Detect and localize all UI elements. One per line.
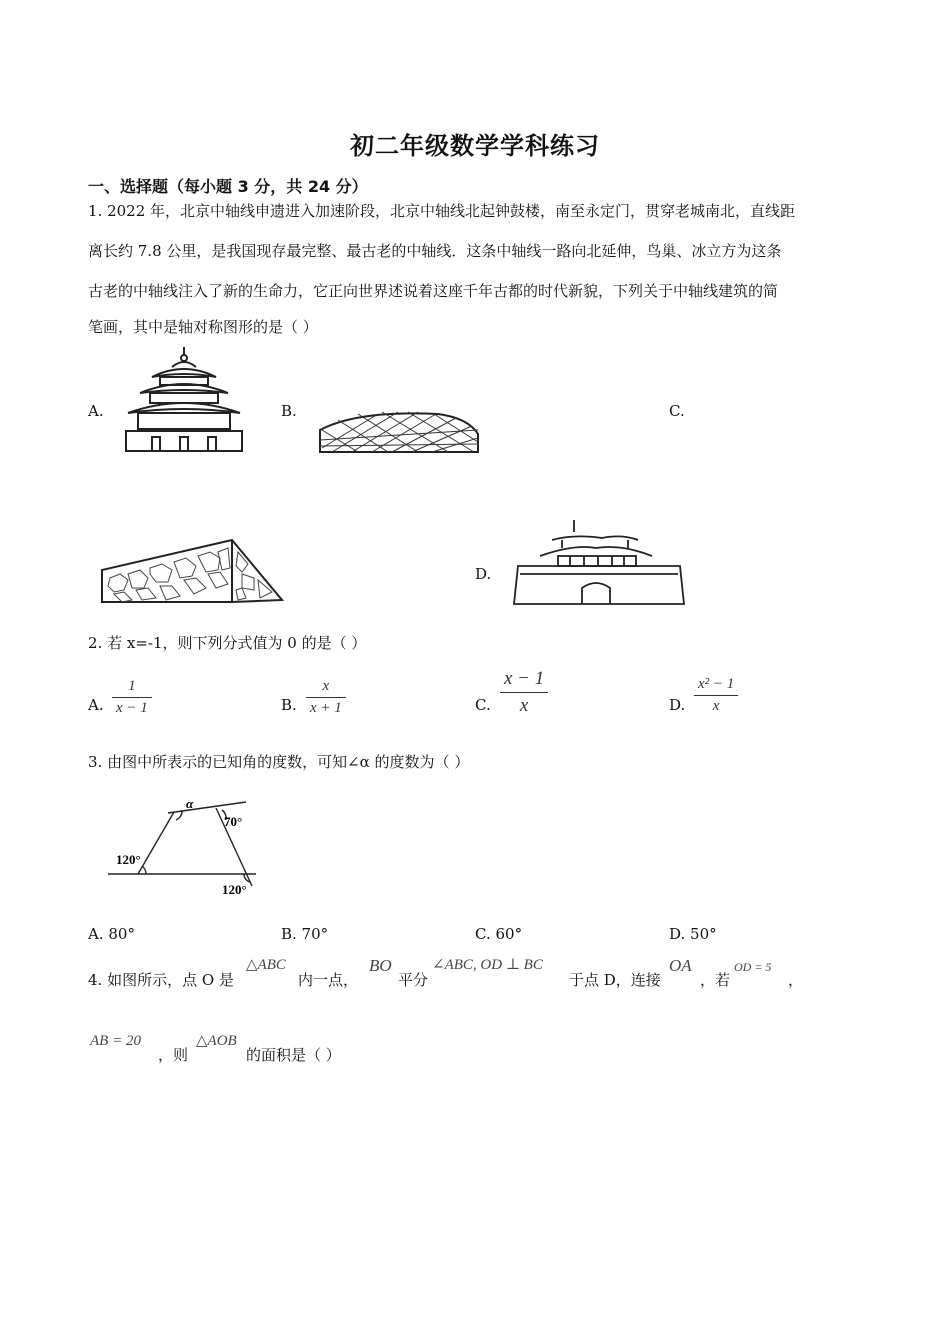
q3-option-b[interactable]: B. 70° (281, 925, 329, 943)
q4-text-5: ，若 (700, 971, 731, 989)
fraction-denominator: x + 1 (310, 700, 342, 716)
fraction-bar (500, 692, 548, 693)
q1-option-a-label[interactable]: A. (88, 402, 104, 420)
fraction-bar (694, 695, 738, 696)
fraction-numerator: x² − 1 (698, 676, 735, 692)
q4-text-6: ， (788, 971, 804, 989)
fraction-numerator: x − 1 (504, 668, 545, 689)
angle-figure (106, 790, 266, 902)
angle-120-left-label: 120° (116, 852, 141, 867)
q2-option-a-label[interactable]: A. (88, 696, 104, 714)
q1-line3: 古老的中轴线注入了新的生命力，它正向世界述说着这座千年古都的时代新貌，下列关于中轴线建筑的简 (88, 282, 779, 300)
q4-text-1: 4. 如图所示，点 O 是 (88, 971, 234, 989)
q4-text-3: 平分 (398, 971, 429, 989)
q3-option-d[interactable]: D. 50° (669, 925, 717, 943)
q2-option-b-fraction (306, 678, 346, 717)
angle-70-label: 70° (224, 814, 243, 829)
q1-line4: 笔画，其中是轴对称图形的是（ ） (88, 318, 318, 336)
q4-text-4: 于点 D，连接 (569, 971, 661, 989)
q1-option-c-label[interactable]: C. (669, 402, 685, 420)
q3-option-c[interactable]: C. 60° (475, 925, 523, 943)
birds-nest-figure (318, 408, 482, 453)
fraction-denominator: x − 1 (116, 700, 148, 716)
fraction-denominator: x (712, 698, 720, 714)
q1-option-b-label[interactable]: B. (281, 402, 297, 420)
q4-math-bisector: ∠ABC, OD ⊥ BC (432, 957, 543, 973)
q2-option-c-label[interactable]: C. (475, 696, 491, 714)
q2-option-a-fraction (112, 678, 152, 717)
q4-math-triangle-aob: △AOB (196, 1033, 237, 1049)
fraction-denominator: x (519, 695, 529, 716)
q4-math-od: OD = 5 (734, 960, 772, 974)
q1-option-d-label[interactable]: D. (475, 565, 492, 583)
q2-option-b-label[interactable]: B. (281, 696, 297, 714)
water-cube-figure (100, 538, 282, 606)
q4-text-7: ，则 (158, 1046, 189, 1064)
angle-120-right-label: 120° (222, 882, 247, 897)
q3-text: 3. 由图中所表示的已知角的度数，可知∠α 的度数为（ ） (88, 753, 470, 771)
q4-text-8: 的面积是（ ） (246, 1046, 341, 1064)
fraction-numerator: x (322, 678, 330, 694)
q3-option-a[interactable]: A. 80° (88, 925, 135, 943)
temple-of-heaven-figure (122, 345, 247, 453)
q4-text-2: 内一点， (298, 971, 359, 989)
fraction-numerator: 1 (128, 678, 136, 694)
section-heading: 一、选择题（每小题 3 分，共 24 分） (88, 177, 368, 196)
q2-option-d-fraction (694, 676, 738, 715)
page-title: 初二年级数学学科练习 (350, 131, 600, 160)
fraction-bar (112, 697, 152, 698)
q2-option-d-label[interactable]: D. (669, 696, 686, 714)
q2-option-c-fraction (500, 668, 548, 717)
q2-text: 2. 若 x=-1，则下列分式值为 0 的是（ ） (88, 634, 367, 652)
q4-math-bo: BO (369, 956, 392, 975)
tiananmen-figure (512, 518, 687, 606)
q1-line1: 1. 2022 年，北京中轴线申遗进入加速阶段，北京中轴线北起钟鼓楼，南至永定门，贯穿老城南北，直线距 (88, 202, 796, 220)
q4-math-oa: OA (669, 956, 692, 975)
fraction-bar (306, 697, 346, 698)
q4-math-triangle-abc: △ABC (246, 957, 286, 973)
q4-math-ab: AB = 20 (90, 1033, 141, 1049)
alpha-label: α (186, 796, 194, 811)
q1-line2: 离长约 7.8 公里，是我国现存最完整、最古老的中轴线．这条中轴线一路向北延伸，鸟巢、冰立方为这条 (88, 242, 782, 260)
